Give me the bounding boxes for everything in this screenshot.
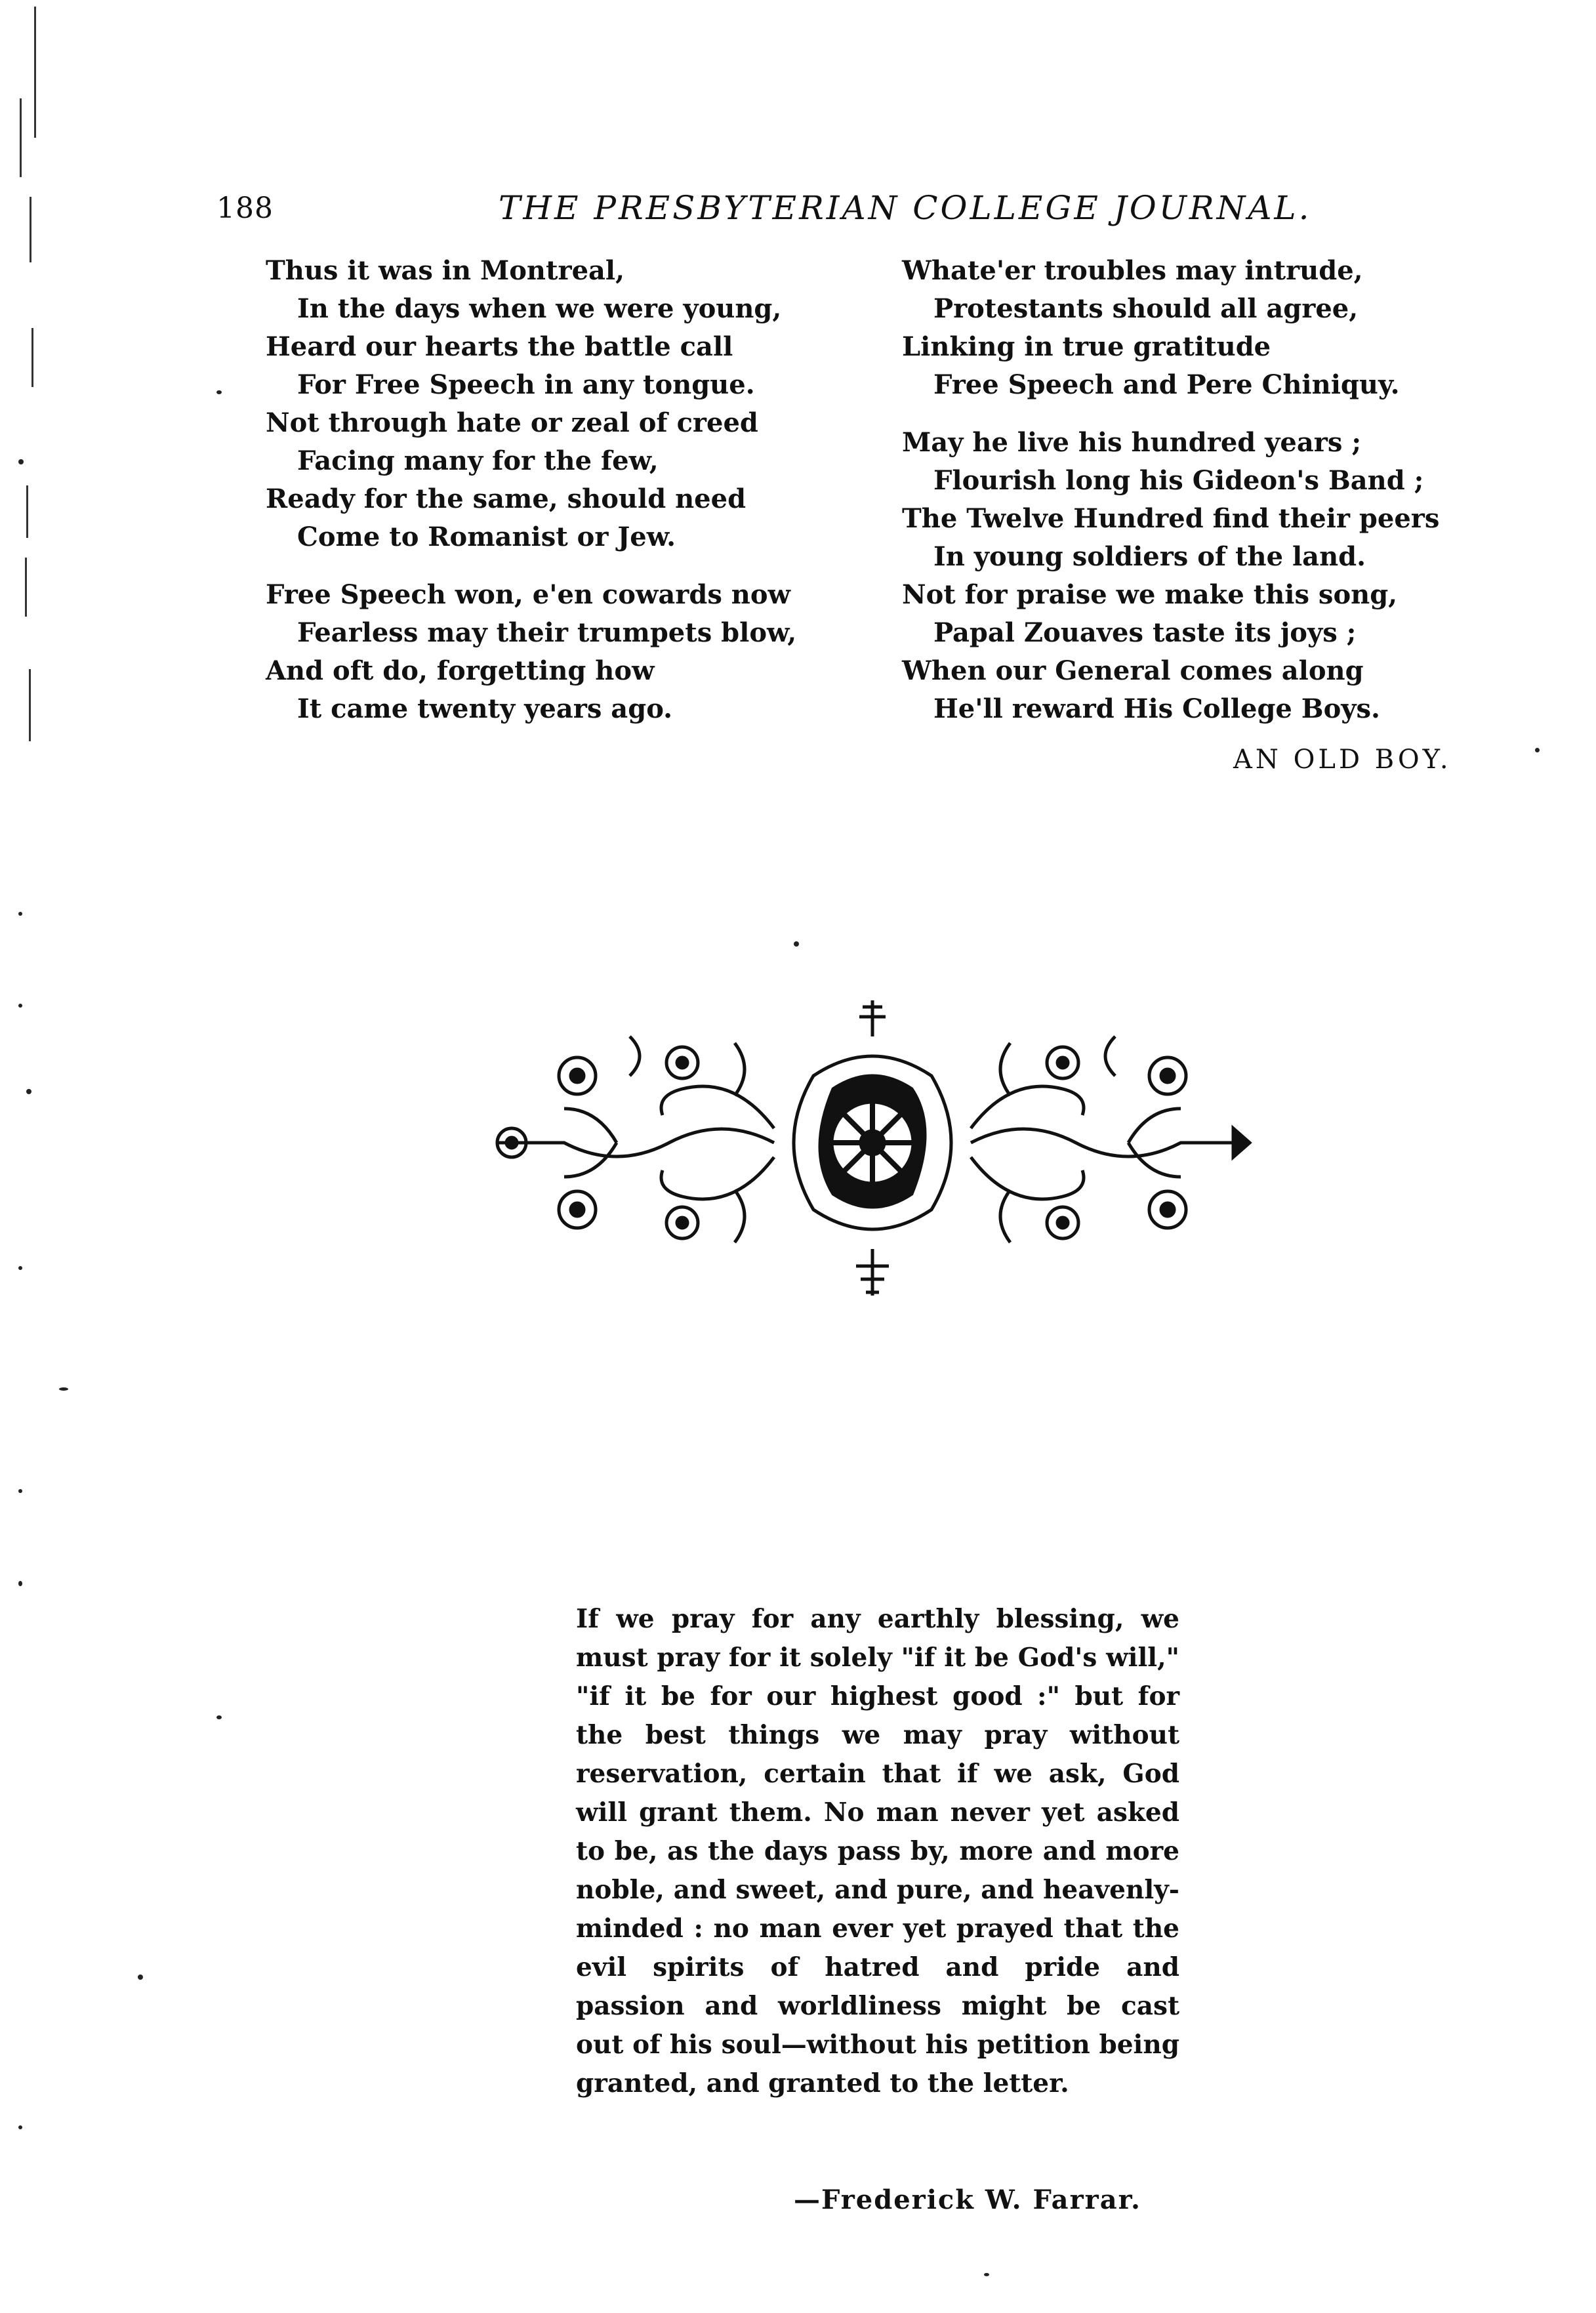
scan-margin-line bbox=[25, 558, 27, 617]
scan-speck bbox=[18, 1489, 22, 1493]
scan-margin-line bbox=[26, 485, 28, 538]
quote-attribution: —Frederick W. Farrar. bbox=[794, 2184, 1141, 2215]
poem-line: Fearless may their trumpets blow, bbox=[297, 617, 797, 648]
poem-line: And oft do, forgetting how bbox=[266, 655, 655, 686]
scan-speck bbox=[18, 912, 22, 916]
scan-speck bbox=[18, 2125, 22, 2129]
poem-line: Not for praise we make this song, bbox=[902, 579, 1398, 610]
poem-line: Free Speech and Pere Chiniquy. bbox=[933, 369, 1400, 400]
poem-stanza bbox=[266, 252, 796, 556]
scan-speck bbox=[138, 1975, 143, 1980]
poem-line: He'll reward His College Boys. bbox=[933, 693, 1380, 724]
scan-speck bbox=[18, 459, 24, 464]
poem-line: Come to Romanist or Jew. bbox=[297, 522, 676, 552]
poem-line: In the days when we were young, bbox=[297, 293, 782, 324]
poem-line: Facing many for the few, bbox=[297, 445, 659, 476]
scan-speck bbox=[794, 941, 799, 947]
scan-margin-line bbox=[30, 197, 31, 262]
scan-speck bbox=[18, 1266, 22, 1270]
poem-line: Thus it was in Montreal, bbox=[266, 255, 625, 286]
poem-stanza bbox=[266, 576, 796, 728]
scan-margin-line bbox=[31, 328, 33, 387]
poem-line: Heard our hearts the battle call bbox=[266, 331, 733, 362]
poem-line: It came twenty years ago. bbox=[297, 693, 673, 724]
scan-speck bbox=[216, 390, 222, 394]
poem-line: Whate'er troubles may intrude, bbox=[902, 255, 1363, 286]
scan-margin-line bbox=[29, 669, 31, 741]
poem-stanza bbox=[902, 424, 1439, 728]
poem-line: May he live his hundred years ; bbox=[902, 427, 1362, 458]
poem-line: Papal Zouaves taste its joys ; bbox=[933, 617, 1357, 648]
poem-stanza bbox=[902, 252, 1439, 404]
scan-margin-line bbox=[20, 98, 22, 177]
poem-line: Ready for the same, should need bbox=[266, 483, 747, 514]
floral-ornament-icon bbox=[485, 997, 1259, 1305]
running-title: THE PRESBYTERIAN COLLEGE JOURNAL. bbox=[499, 189, 1312, 227]
poem-line: In young soldiers of the land. bbox=[933, 541, 1366, 572]
page-number: 188 bbox=[216, 192, 274, 225]
poem-line: Linking in true gratitude bbox=[902, 331, 1271, 362]
poem-signature: AN OLD BOY. bbox=[1233, 745, 1452, 775]
scan-speck bbox=[59, 1387, 68, 1391]
scan-speck bbox=[26, 1089, 31, 1094]
scan-speck bbox=[18, 1004, 22, 1008]
poem-line: For Free Speech in any tongue. bbox=[297, 369, 755, 400]
scan-speck bbox=[216, 1715, 222, 1719]
scan-speck bbox=[1535, 748, 1540, 752]
poem-line: Free Speech won, e'en cowards now bbox=[266, 579, 790, 610]
scan-speck bbox=[984, 2273, 989, 2276]
poem-line: Flourish long his Gideon's Band ; bbox=[933, 465, 1424, 496]
poem-left-column bbox=[266, 252, 796, 748]
poem-line: Protestants should all agree, bbox=[933, 293, 1359, 324]
poem-right-column bbox=[902, 252, 1439, 748]
scan-margin-line bbox=[34, 7, 36, 138]
quote-text: If we pray for any earthly blessing, we must pray for it solely "if it be God's will," "if it be for our highest good :" but for the best things we may pray without reservation, certain that if we ask, God will grant them. No man never yet asked to be, as the days pass by, more and more noble, and sweet, and pure, and heavenly-minded : no man ever yet prayed that the evil spirits of hatred and pride and passion and worldliness might be cast out of his soul—without his petition being granted, and granted to the letter. bbox=[576, 1604, 1179, 2098]
poem-line: When our General comes along bbox=[902, 655, 1364, 686]
scan-speck bbox=[18, 1581, 22, 1586]
poem-line: The Twelve Hundred find their peers bbox=[902, 503, 1440, 534]
poem-line: Not through hate or zeal of creed bbox=[266, 407, 758, 438]
